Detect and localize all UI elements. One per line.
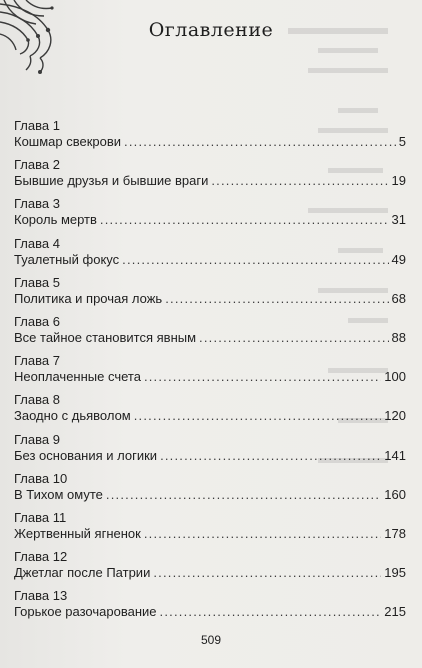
chapter-title: Кошмар свекрови bbox=[14, 134, 122, 149]
dot-leader bbox=[160, 447, 381, 465]
chapter-page-number: 215 bbox=[384, 604, 406, 620]
chapter-page-number: 19 bbox=[391, 173, 406, 189]
toc-entry bbox=[14, 548, 406, 587]
chapter-label: Глава 12 bbox=[14, 549, 68, 565]
chapter-line bbox=[14, 251, 406, 269]
chapter-line bbox=[14, 290, 406, 308]
chapter-page-number: 160 bbox=[384, 486, 406, 502]
page-number: 509 bbox=[200, 633, 222, 647]
chapter-page-number: 49 bbox=[391, 251, 406, 267]
chapter-label: Глава 10 bbox=[14, 470, 68, 486]
dot-leader bbox=[124, 133, 396, 151]
chapter-page-number: 178 bbox=[384, 525, 406, 541]
dot-leader bbox=[144, 368, 381, 386]
toc-entry bbox=[14, 274, 406, 313]
chapter-page-number: 120 bbox=[384, 408, 406, 424]
chapter-title: Туалетный фокус bbox=[14, 251, 120, 267]
toc-entry bbox=[14, 235, 406, 274]
chapter-page-number: 68 bbox=[391, 290, 406, 306]
chapter-page-number: 31 bbox=[391, 212, 406, 228]
chapter-line bbox=[14, 211, 406, 229]
dot-leader bbox=[211, 172, 388, 190]
chapter-page-number: 5 bbox=[398, 134, 406, 149]
table-of-contents bbox=[14, 117, 406, 626]
chapter-title: Заодно с дьяволом bbox=[14, 408, 131, 424]
dot-leader bbox=[153, 564, 381, 582]
chapter-label: Глава 7 bbox=[14, 353, 60, 369]
dot-leader bbox=[106, 486, 381, 504]
chapter-title: Неоплаченные счета bbox=[14, 369, 141, 385]
chapter-label: Глава 2 bbox=[14, 157, 60, 173]
dot-leader bbox=[199, 329, 388, 347]
chapter-line bbox=[14, 447, 406, 465]
chapter-label: Глава 8 bbox=[14, 392, 60, 408]
toc-entry bbox=[14, 470, 406, 509]
toc-entry bbox=[14, 431, 406, 470]
chapter-title: Горькое разочарование bbox=[14, 604, 157, 620]
chapter-label: Глава 6 bbox=[14, 313, 60, 329]
chapter-page-number: 195 bbox=[384, 565, 406, 581]
dot-leader bbox=[165, 290, 388, 308]
chapter-label: Глава 3 bbox=[14, 196, 60, 212]
chapter-page-number: 100 bbox=[384, 369, 406, 385]
toc-entry bbox=[14, 156, 406, 195]
dot-leader bbox=[144, 525, 381, 543]
chapter-label: Глава 5 bbox=[14, 274, 60, 290]
chapter-label: Глава 11 bbox=[14, 509, 67, 525]
chapter-title: Король мертв bbox=[14, 212, 97, 228]
chapter-title: Жертвенный ягненок bbox=[14, 525, 141, 541]
chapter-title: Джетлаг после Патрии bbox=[14, 565, 151, 581]
dot-leader bbox=[134, 407, 382, 425]
page-title: Оглавление bbox=[148, 19, 274, 41]
chapter-label: Глава 4 bbox=[14, 235, 60, 251]
toc-entry bbox=[14, 391, 406, 430]
toc-entry bbox=[14, 587, 406, 626]
chapter-page-number: 88 bbox=[391, 329, 406, 345]
chapter-line bbox=[14, 486, 406, 504]
toc-entry bbox=[14, 195, 406, 234]
chapter-label: Глава 9 bbox=[14, 431, 60, 447]
chapter-title: В Тихом омуте bbox=[14, 486, 103, 502]
toc-entry bbox=[14, 509, 406, 548]
chapter-title: Бывшие друзья и бывшие враги bbox=[14, 173, 209, 189]
toc-entry bbox=[14, 313, 406, 352]
chapter-label: Глава 1 bbox=[14, 118, 60, 133]
chapter-line bbox=[14, 407, 406, 425]
chapter-line bbox=[14, 368, 406, 386]
chapter-line bbox=[14, 564, 406, 582]
chapter-line bbox=[14, 329, 406, 347]
toc-entry bbox=[14, 352, 406, 391]
chapter-page-number: 141 bbox=[384, 447, 406, 463]
dot-leader bbox=[122, 251, 388, 269]
toc-entry bbox=[14, 117, 406, 156]
chapter-title: Все тайное становится явным bbox=[14, 329, 197, 345]
chapter-line bbox=[14, 172, 406, 190]
dot-leader bbox=[160, 603, 382, 621]
chapter-line bbox=[14, 525, 406, 543]
chapter-line bbox=[14, 603, 406, 621]
chapter-line bbox=[14, 133, 406, 151]
chapter-label: Глава 13 bbox=[14, 588, 68, 604]
chapter-title: Без основания и логики bbox=[14, 447, 158, 463]
chapter-title: Политика и прочая ложь bbox=[14, 290, 163, 306]
dot-leader bbox=[100, 211, 389, 229]
